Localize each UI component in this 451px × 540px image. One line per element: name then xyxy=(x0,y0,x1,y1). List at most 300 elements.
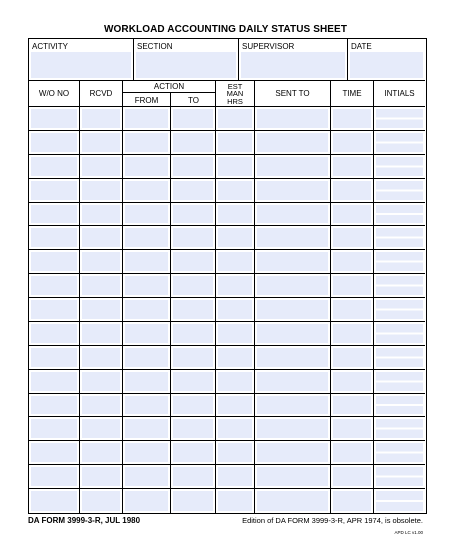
field-est-man-hrs[interactable] xyxy=(218,324,252,343)
cell-sent-to xyxy=(255,346,331,369)
cell-rcvd xyxy=(80,274,123,297)
field-est-man-hrs[interactable] xyxy=(218,396,252,415)
cell-rcvd xyxy=(80,370,123,393)
cell-from xyxy=(123,274,171,297)
cell-sent-to xyxy=(255,155,331,178)
cell-rcvd xyxy=(80,155,123,178)
field-rcvd[interactable] xyxy=(82,324,120,343)
field-est-man-hrs[interactable] xyxy=(218,348,252,367)
cell-wo-no xyxy=(29,465,80,488)
field-sent-to[interactable] xyxy=(257,205,328,224)
cell-rcvd xyxy=(80,417,123,440)
field-sent-to[interactable] xyxy=(257,467,328,486)
cell-initials xyxy=(374,274,425,297)
header-man: MAN xyxy=(226,89,244,99)
field-to[interactable] xyxy=(173,443,213,462)
cell-rcvd xyxy=(80,489,123,513)
field-initials[interactable] xyxy=(376,443,423,462)
field-rcvd[interactable] xyxy=(82,133,120,152)
section-cell xyxy=(134,39,239,81)
table-row xyxy=(29,322,425,346)
field-time[interactable] xyxy=(333,181,371,200)
cell-initials xyxy=(374,226,425,249)
cell-initials xyxy=(374,441,425,464)
cell-wo-no xyxy=(29,298,80,321)
field-initials[interactable] xyxy=(376,300,423,319)
table-row xyxy=(29,274,425,298)
cell-rcvd xyxy=(80,131,123,154)
field-est-man-hrs[interactable] xyxy=(218,300,252,319)
field-est-man-hrs[interactable] xyxy=(218,205,252,224)
column-header-row xyxy=(29,81,425,107)
field-est-man-hrs[interactable] xyxy=(218,228,252,247)
cell-initials xyxy=(374,322,425,345)
activity-label: ACTIVITY xyxy=(32,42,69,51)
field-from[interactable] xyxy=(125,300,168,319)
field-wo-no[interactable] xyxy=(31,181,77,200)
cell-initials xyxy=(374,417,425,440)
field-time[interactable] xyxy=(333,205,371,224)
field-initials[interactable] xyxy=(376,372,423,391)
cell-time xyxy=(331,226,374,249)
cell-sent-to xyxy=(255,203,331,226)
field-sent-to[interactable] xyxy=(257,443,328,462)
field-rcvd[interactable] xyxy=(82,228,120,247)
field-to[interactable] xyxy=(173,252,213,271)
field-wo-no[interactable] xyxy=(31,324,77,343)
header-initials: INTIALS xyxy=(384,89,415,98)
cell-est-man-hrs xyxy=(216,250,255,273)
field-to[interactable] xyxy=(173,228,213,247)
date-field[interactable] xyxy=(350,52,423,78)
field-initials[interactable] xyxy=(376,276,423,295)
cell-est-man-hrs xyxy=(216,226,255,249)
cell-est-man-hrs xyxy=(216,417,255,440)
field-time[interactable] xyxy=(333,252,371,271)
version-tag: APD LC v1.00 xyxy=(394,530,423,535)
cell-rcvd xyxy=(80,346,123,369)
field-sent-to[interactable] xyxy=(257,372,328,391)
field-sent-to[interactable] xyxy=(257,324,328,343)
cell-wo-no xyxy=(29,107,80,130)
cell-time xyxy=(331,417,374,440)
cell-time xyxy=(331,274,374,297)
field-to[interactable] xyxy=(173,300,213,319)
cell-initials xyxy=(374,489,425,513)
field-from[interactable] xyxy=(125,419,168,438)
field-wo-no[interactable] xyxy=(31,205,77,224)
field-rcvd[interactable] xyxy=(82,419,120,438)
activity-field[interactable] xyxy=(31,52,131,78)
field-initials[interactable] xyxy=(376,348,423,367)
field-from[interactable] xyxy=(125,324,168,343)
cell-to xyxy=(171,346,216,369)
field-to[interactable] xyxy=(173,276,213,295)
field-sent-to[interactable] xyxy=(257,181,328,200)
cell-to xyxy=(171,417,216,440)
header-from: FROM xyxy=(123,93,171,107)
field-est-man-hrs[interactable] xyxy=(218,372,252,391)
cell-rcvd xyxy=(80,465,123,488)
field-initials[interactable] xyxy=(376,205,423,224)
cell-to xyxy=(171,203,216,226)
field-time[interactable] xyxy=(333,372,371,391)
cell-rcvd xyxy=(80,250,123,273)
field-time[interactable] xyxy=(333,300,371,319)
field-sent-to[interactable] xyxy=(257,109,328,128)
field-est-man-hrs[interactable] xyxy=(218,443,252,462)
field-wo-no[interactable] xyxy=(31,157,77,176)
field-initials[interactable] xyxy=(376,467,423,486)
field-initials[interactable] xyxy=(376,396,423,415)
field-rcvd[interactable] xyxy=(82,372,120,391)
cell-time xyxy=(331,489,374,513)
header-sent-to: SENT TO xyxy=(255,81,331,107)
header-wo-no: W/O NO xyxy=(29,81,80,107)
field-rcvd[interactable] xyxy=(82,109,120,128)
cell-initials xyxy=(374,298,425,321)
field-from[interactable] xyxy=(125,348,168,367)
field-from[interactable] xyxy=(125,252,168,271)
header-time: TIME xyxy=(331,81,374,107)
cell-sent-to xyxy=(255,179,331,202)
field-from[interactable] xyxy=(125,396,168,415)
cell-time xyxy=(331,394,374,417)
cell-time xyxy=(331,346,374,369)
cell-wo-no xyxy=(29,250,80,273)
cell-time xyxy=(331,179,374,202)
cell-from xyxy=(123,203,171,226)
field-from[interactable] xyxy=(125,467,168,486)
field-to[interactable] xyxy=(173,396,213,415)
field-from[interactable] xyxy=(125,109,168,128)
cell-initials xyxy=(374,346,425,369)
header-rcvd: RCVD xyxy=(80,81,123,107)
cell-wo-no xyxy=(29,394,80,417)
cell-to xyxy=(171,131,216,154)
activity-cell xyxy=(29,39,134,81)
field-est-man-hrs[interactable] xyxy=(218,419,252,438)
cell-initials xyxy=(374,107,425,130)
table-row xyxy=(29,465,425,489)
field-to[interactable] xyxy=(173,109,213,128)
field-to[interactable] xyxy=(173,419,213,438)
field-wo-no[interactable] xyxy=(31,491,77,511)
field-time[interactable] xyxy=(333,276,371,295)
field-time[interactable] xyxy=(333,109,371,128)
field-est-man-hrs[interactable] xyxy=(218,133,252,152)
field-rcvd[interactable] xyxy=(82,348,120,367)
cell-wo-no xyxy=(29,370,80,393)
field-est-man-hrs[interactable] xyxy=(218,467,252,486)
field-initials[interactable] xyxy=(376,419,423,438)
field-time[interactable] xyxy=(333,443,371,462)
cell-rcvd xyxy=(80,394,123,417)
cell-est-man-hrs xyxy=(216,346,255,369)
cell-initials xyxy=(374,370,425,393)
field-from[interactable] xyxy=(125,276,168,295)
field-initials[interactable] xyxy=(376,228,423,247)
info-row xyxy=(29,39,425,81)
field-wo-no[interactable] xyxy=(31,372,77,391)
cell-est-man-hrs xyxy=(216,155,255,178)
field-to[interactable] xyxy=(173,205,213,224)
entry-grid xyxy=(29,107,425,513)
cell-to xyxy=(171,394,216,417)
cell-wo-no xyxy=(29,417,80,440)
field-to[interactable] xyxy=(173,324,213,343)
cell-time xyxy=(331,155,374,178)
cell-est-man-hrs xyxy=(216,107,255,130)
cell-to xyxy=(171,274,216,297)
table-row xyxy=(29,394,425,418)
cell-wo-no xyxy=(29,226,80,249)
table-row xyxy=(29,107,425,131)
table-row xyxy=(29,346,425,370)
field-rcvd[interactable] xyxy=(82,300,120,319)
cell-rcvd xyxy=(80,322,123,345)
field-rcvd[interactable] xyxy=(82,181,120,200)
edition-note: Edition of DA FORM 3999-3-R, APR 1974, is obsolete. xyxy=(242,516,423,525)
cell-from xyxy=(123,489,171,513)
table-row xyxy=(29,250,425,274)
field-initials[interactable] xyxy=(376,491,423,511)
supervisor-cell xyxy=(239,39,348,81)
cell-initials xyxy=(374,394,425,417)
cell-sent-to xyxy=(255,107,331,130)
field-wo-no[interactable] xyxy=(31,300,77,319)
field-sent-to[interactable] xyxy=(257,276,328,295)
field-wo-no[interactable] xyxy=(31,109,77,128)
cell-from xyxy=(123,441,171,464)
field-sent-to[interactable] xyxy=(257,133,328,152)
field-to[interactable] xyxy=(173,372,213,391)
cell-to xyxy=(171,179,216,202)
field-est-man-hrs[interactable] xyxy=(218,276,252,295)
field-sent-to[interactable] xyxy=(257,419,328,438)
cell-time xyxy=(331,298,374,321)
cell-time xyxy=(331,370,374,393)
field-time[interactable] xyxy=(333,419,371,438)
field-wo-no[interactable] xyxy=(31,419,77,438)
cell-from xyxy=(123,370,171,393)
field-est-man-hrs[interactable] xyxy=(218,157,252,176)
field-to[interactable] xyxy=(173,157,213,176)
field-from[interactable] xyxy=(125,228,168,247)
cell-time xyxy=(331,322,374,345)
field-from[interactable] xyxy=(125,181,168,200)
field-rcvd[interactable] xyxy=(82,157,120,176)
field-time[interactable] xyxy=(333,491,371,511)
cell-to xyxy=(171,155,216,178)
cell-sent-to xyxy=(255,394,331,417)
cell-to xyxy=(171,465,216,488)
cell-initials xyxy=(374,179,425,202)
cell-to xyxy=(171,441,216,464)
table-row xyxy=(29,179,425,203)
cell-rcvd xyxy=(80,441,123,464)
cell-initials xyxy=(374,250,425,273)
field-sent-to[interactable] xyxy=(257,300,328,319)
cell-from xyxy=(123,417,171,440)
table-row xyxy=(29,298,425,322)
table-row xyxy=(29,203,425,227)
cell-initials xyxy=(374,203,425,226)
cell-est-man-hrs xyxy=(216,465,255,488)
field-from[interactable] xyxy=(125,133,168,152)
field-initials[interactable] xyxy=(376,133,423,152)
field-est-man-hrs[interactable] xyxy=(218,491,252,511)
header-action-group xyxy=(123,81,216,107)
form-frame xyxy=(28,38,427,514)
field-rcvd[interactable] xyxy=(82,491,120,511)
cell-est-man-hrs xyxy=(216,370,255,393)
cell-to xyxy=(171,322,216,345)
cell-time xyxy=(331,107,374,130)
cell-sent-to xyxy=(255,226,331,249)
cell-est-man-hrs xyxy=(216,298,255,321)
field-wo-no[interactable] xyxy=(31,348,77,367)
cell-from xyxy=(123,322,171,345)
field-wo-no[interactable] xyxy=(31,443,77,462)
cell-rcvd xyxy=(80,298,123,321)
field-initials[interactable] xyxy=(376,109,423,128)
cell-wo-no xyxy=(29,203,80,226)
cell-from xyxy=(123,226,171,249)
field-time[interactable] xyxy=(333,133,371,152)
cell-initials xyxy=(374,465,425,488)
cell-from xyxy=(123,179,171,202)
field-wo-no[interactable] xyxy=(31,396,77,415)
field-time[interactable] xyxy=(333,228,371,247)
field-sent-to[interactable] xyxy=(257,157,328,176)
field-sent-to[interactable] xyxy=(257,396,328,415)
cell-wo-no xyxy=(29,489,80,513)
field-to[interactable] xyxy=(173,348,213,367)
header-action: ACTION xyxy=(123,81,215,93)
field-rcvd[interactable] xyxy=(82,276,120,295)
form-title: WORKLOAD ACCOUNTING DAILY STATUS SHEET xyxy=(103,24,348,35)
cell-to xyxy=(171,298,216,321)
cell-from xyxy=(123,346,171,369)
field-to[interactable] xyxy=(173,491,213,511)
field-wo-no[interactable] xyxy=(31,467,77,486)
supervisor-field[interactable] xyxy=(241,52,345,78)
cell-sent-to xyxy=(255,131,331,154)
field-from[interactable] xyxy=(125,157,168,176)
field-wo-no[interactable] xyxy=(31,276,77,295)
cell-time xyxy=(331,465,374,488)
cell-wo-no xyxy=(29,155,80,178)
section-field[interactable] xyxy=(136,52,236,78)
cell-wo-no xyxy=(29,346,80,369)
field-from[interactable] xyxy=(125,205,168,224)
table-row xyxy=(29,370,425,394)
field-from[interactable] xyxy=(125,491,168,511)
cell-to xyxy=(171,226,216,249)
field-initials[interactable] xyxy=(376,181,423,200)
field-initials[interactable] xyxy=(376,157,423,176)
field-from[interactable] xyxy=(125,372,168,391)
field-wo-no[interactable] xyxy=(31,133,77,152)
field-sent-to[interactable] xyxy=(257,348,328,367)
field-to[interactable] xyxy=(173,467,213,486)
cell-wo-no xyxy=(29,179,80,202)
field-sent-to[interactable] xyxy=(257,228,328,247)
field-initials[interactable] xyxy=(376,324,423,343)
field-time[interactable] xyxy=(333,396,371,415)
cell-from xyxy=(123,107,171,130)
field-time[interactable] xyxy=(333,157,371,176)
field-est-man-hrs[interactable] xyxy=(218,109,252,128)
cell-time xyxy=(331,131,374,154)
header-est: EST xyxy=(227,81,243,91)
cell-time xyxy=(331,441,374,464)
cell-to xyxy=(171,107,216,130)
cell-sent-to xyxy=(255,489,331,513)
cell-sent-to xyxy=(255,465,331,488)
cell-from xyxy=(123,465,171,488)
field-est-man-hrs[interactable] xyxy=(218,181,252,200)
field-initials[interactable] xyxy=(376,252,423,271)
header-est-man-hrs xyxy=(216,81,255,107)
cell-to xyxy=(171,489,216,513)
field-time[interactable] xyxy=(333,467,371,486)
field-rcvd[interactable] xyxy=(82,443,120,462)
field-time[interactable] xyxy=(333,324,371,343)
form-id: DA FORM 3999-3-R, JUL 1980 xyxy=(28,516,141,525)
field-to[interactable] xyxy=(173,133,213,152)
cell-est-man-hrs xyxy=(216,322,255,345)
field-from[interactable] xyxy=(125,443,168,462)
cell-est-man-hrs xyxy=(216,394,255,417)
field-wo-no[interactable] xyxy=(31,228,77,247)
cell-sent-to xyxy=(255,370,331,393)
header-hrs: HRS xyxy=(227,96,243,106)
cell-sent-to xyxy=(255,441,331,464)
cell-wo-no xyxy=(29,322,80,345)
field-rcvd[interactable] xyxy=(82,252,120,271)
date-cell xyxy=(348,39,425,81)
field-sent-to[interactable] xyxy=(257,491,328,511)
field-wo-no[interactable] xyxy=(31,252,77,271)
cell-time xyxy=(331,203,374,226)
field-sent-to[interactable] xyxy=(257,252,328,271)
field-time[interactable] xyxy=(333,348,371,367)
cell-est-man-hrs xyxy=(216,179,255,202)
cell-sent-to xyxy=(255,298,331,321)
cell-wo-no xyxy=(29,131,80,154)
field-est-man-hrs[interactable] xyxy=(218,252,252,271)
field-rcvd[interactable] xyxy=(82,396,120,415)
cell-initials xyxy=(374,131,425,154)
cell-from xyxy=(123,250,171,273)
table-row xyxy=(29,417,425,441)
cell-rcvd xyxy=(80,203,123,226)
cell-est-man-hrs xyxy=(216,489,255,513)
cell-to xyxy=(171,250,216,273)
cell-from xyxy=(123,394,171,417)
field-rcvd[interactable] xyxy=(82,205,120,224)
field-rcvd[interactable] xyxy=(82,467,120,486)
field-to[interactable] xyxy=(173,181,213,200)
cell-sent-to xyxy=(255,417,331,440)
section-label: SECTION xyxy=(137,42,173,51)
cell-time xyxy=(331,250,374,273)
cell-rcvd xyxy=(80,226,123,249)
cell-est-man-hrs xyxy=(216,441,255,464)
cell-wo-no xyxy=(29,441,80,464)
